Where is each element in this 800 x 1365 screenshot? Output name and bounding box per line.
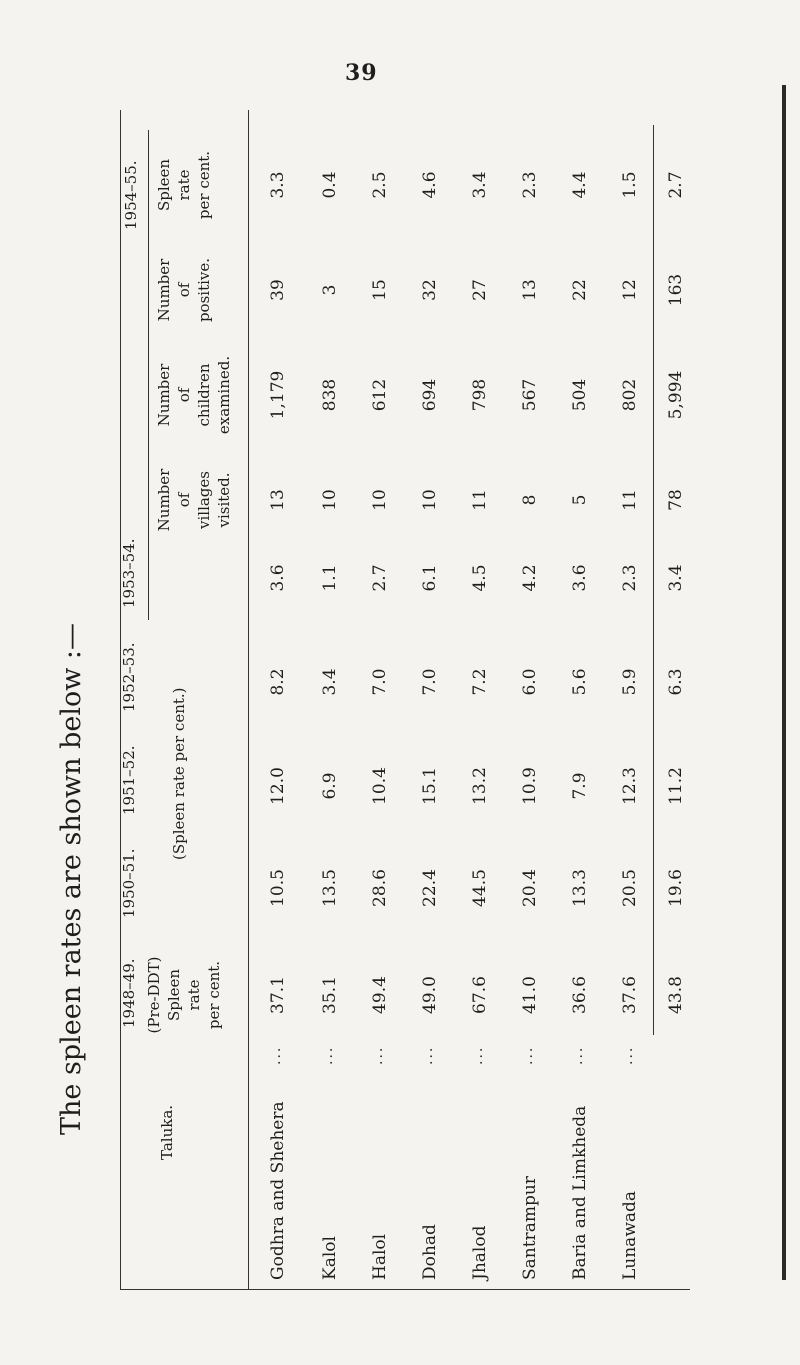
children-examined: 694 (420, 378, 440, 412)
total-rate-1950: 19.6 (666, 869, 686, 907)
pre-ddt-rate: 36.6 (570, 976, 590, 1014)
children-line-1: Number (155, 363, 173, 427)
villages-visited: 13 (268, 489, 288, 511)
rate-1951: 6.9 (320, 772, 340, 800)
leader-dots: ... (268, 1045, 284, 1065)
rate-header (154, 140, 214, 230)
leader-dots: ... (470, 1045, 486, 1065)
pre-ddt-rate: 49.0 (420, 976, 440, 1014)
rate-1953: 1.1 (320, 564, 340, 592)
villages-line-2: of (175, 492, 193, 508)
rate-line-2: rate (175, 169, 193, 201)
children-examined: 1,179 (268, 370, 288, 420)
rate-1950: 10.5 (268, 869, 288, 907)
pre-ddt-rate: 41.0 (520, 976, 540, 1014)
rate-1952: 7.2 (470, 668, 490, 696)
year-1950-header: 1950–51. (120, 848, 138, 918)
total-rate-1951: 11.2 (666, 767, 686, 805)
total-children-examined: 5,994 (666, 370, 686, 420)
total-rate-1953: 3.4 (666, 564, 686, 592)
taluka-name: Santrampur (520, 1176, 540, 1280)
children-line-2: of (175, 387, 193, 403)
rate-line-1: Spleen (155, 158, 173, 212)
rate-1950: 22.4 (420, 869, 440, 907)
year-1953-header: 1953–54. (120, 538, 138, 608)
year-1954-header: 1954–55. (122, 160, 140, 230)
villages-visited: 10 (370, 489, 390, 511)
number-positive: 27 (470, 279, 490, 301)
table-header-rule (248, 110, 249, 1290)
rate-1950: 13.3 (570, 869, 590, 907)
pre-ddt-line-2: Spleen (165, 968, 183, 1022)
table-left-rule (120, 1289, 690, 1290)
rate-1953: 4.2 (520, 564, 540, 592)
pre-ddt-rate: 37.6 (620, 976, 640, 1014)
taluka-name: Halol (370, 1233, 390, 1280)
number-positive: 3 (320, 284, 340, 296)
children-header (154, 345, 234, 445)
taluka-name: Jhalod (470, 1225, 490, 1280)
villages-visited: 10 (320, 489, 340, 511)
spleen-rate: 2.5 (370, 171, 390, 199)
intro-text: The spleen rates are shown below :— (56, 622, 87, 1135)
rate-1953: 2.3 (620, 564, 640, 592)
rate-1951: 12.0 (268, 767, 288, 805)
spleen-rate: 4.6 (420, 171, 440, 199)
spleen-rate: 0.4 (320, 171, 340, 199)
taluka-name: Dohad (420, 1224, 440, 1280)
number-positive: 32 (420, 279, 440, 301)
page-edge-rule (782, 85, 786, 1280)
children-line-3: children (195, 363, 213, 427)
pre-ddt-rate: 49.4 (370, 976, 390, 1014)
children-line-4: examined. (215, 355, 233, 435)
positive-line-2: of (175, 282, 193, 298)
positive-line-3: positive. (195, 257, 213, 323)
number-positive: 15 (370, 279, 390, 301)
spleen-rate: 4.4 (570, 171, 590, 199)
children-examined: 798 (470, 378, 490, 412)
rate-line-3: per cent. (195, 150, 213, 220)
leader-dots: ... (420, 1045, 436, 1065)
rate-1953: 3.6 (570, 564, 590, 592)
pre-ddt-line-4: per cent. (205, 960, 223, 1030)
villages-visited: 11 (470, 489, 490, 511)
rate-1950: 20.5 (620, 869, 640, 907)
rate-1951: 7.9 (570, 772, 590, 800)
number-positive: 13 (520, 279, 540, 301)
rate-1951: 10.9 (520, 767, 540, 805)
rate-1952: 3.4 (320, 668, 340, 696)
leader-dots: ... (620, 1045, 636, 1065)
rate-1951: 12.3 (620, 767, 640, 805)
children-examined: 612 (370, 378, 390, 412)
group-1954-rule (148, 130, 149, 620)
leader-dots: ... (320, 1045, 336, 1065)
rate-1951: 15.1 (420, 767, 440, 805)
positive-line-1: Number (155, 258, 173, 322)
spleen-rate: 3.3 (268, 171, 288, 199)
number-positive: 12 (620, 279, 640, 301)
rate-1952: 5.9 (620, 668, 640, 696)
children-examined: 838 (320, 378, 340, 412)
page-number: 39 (345, 60, 378, 86)
villages-line-4: visited. (215, 472, 233, 528)
rate-1952: 6.0 (520, 668, 540, 696)
leader-dots: ... (370, 1045, 386, 1065)
total-villages-visited: 78 (666, 489, 686, 511)
total-rate-1952: 6.3 (666, 668, 686, 696)
taluka-name: Kalol (320, 1236, 340, 1280)
rate-1952: 5.6 (570, 668, 590, 696)
rate-1950: 20.4 (520, 869, 540, 907)
total-number-positive: 163 (666, 273, 686, 307)
rate-1952: 7.0 (370, 668, 390, 696)
villages-visited: 8 (520, 494, 540, 506)
rate-1953: 4.5 (470, 564, 490, 592)
spleen-rate: 2.3 (520, 171, 540, 199)
leader-dots: ... (570, 1045, 586, 1065)
positive-header (154, 245, 214, 335)
pre-ddt-rate: 37.1 (268, 976, 288, 1014)
pre-ddt-header (144, 955, 224, 1035)
number-positive: 39 (268, 279, 288, 301)
children-examined: 567 (520, 378, 540, 412)
taluka-name: Godhra and Shehera (268, 1101, 288, 1280)
rate-1951: 10.4 (370, 767, 390, 805)
villages-header (154, 455, 234, 545)
total-rule (653, 125, 654, 1035)
rate-1953: 6.1 (420, 564, 440, 592)
rate-1950: 13.5 (320, 869, 340, 907)
villages-visited: 10 (420, 489, 440, 511)
spleen-rate: 1.5 (620, 171, 640, 199)
taluka-name: Lunawada (620, 1190, 640, 1280)
children-examined: 504 (570, 378, 590, 412)
rate-1951: 13.2 (470, 767, 490, 805)
year-1951-header: 1951–52. (120, 745, 138, 815)
spleen-rate-table (118, 110, 718, 1290)
taluka-header: Taluka. (158, 1104, 176, 1160)
rate-1953: 2.7 (370, 564, 390, 592)
children-examined: 802 (620, 378, 640, 412)
spleen-rate-note: (Spleen rate per cent.) (170, 687, 188, 860)
villages-line-1: Number (155, 468, 173, 532)
villages-visited: 5 (570, 494, 590, 506)
pre-ddt-rate: 35.1 (320, 976, 340, 1014)
spleen-rate: 3.4 (470, 171, 490, 199)
rate-1952: 8.2 (268, 668, 288, 696)
rate-1950: 28.6 (370, 869, 390, 907)
total-pre-ddt-rate: 43.8 (666, 976, 686, 1014)
number-positive: 22 (570, 279, 590, 301)
leader-dots: ... (520, 1045, 536, 1065)
rate-1953: 3.6 (268, 564, 288, 592)
pre-ddt-line-3: rate (185, 979, 203, 1011)
pre-ddt-line-1: (Pre-DDT) (145, 956, 163, 1034)
villages-visited: 11 (620, 489, 640, 511)
taluka-name: Baria and Limkheda (570, 1105, 590, 1280)
year-1948-header: 1948–49. (120, 958, 138, 1028)
rate-1952: 7.0 (420, 668, 440, 696)
rate-1950: 44.5 (470, 869, 490, 907)
year-1952-header: 1952–53. (120, 642, 138, 712)
pre-ddt-rate: 67.6 (470, 976, 490, 1014)
villages-line-3: villages (195, 471, 213, 529)
total-spleen-rate: 2.7 (666, 171, 686, 199)
